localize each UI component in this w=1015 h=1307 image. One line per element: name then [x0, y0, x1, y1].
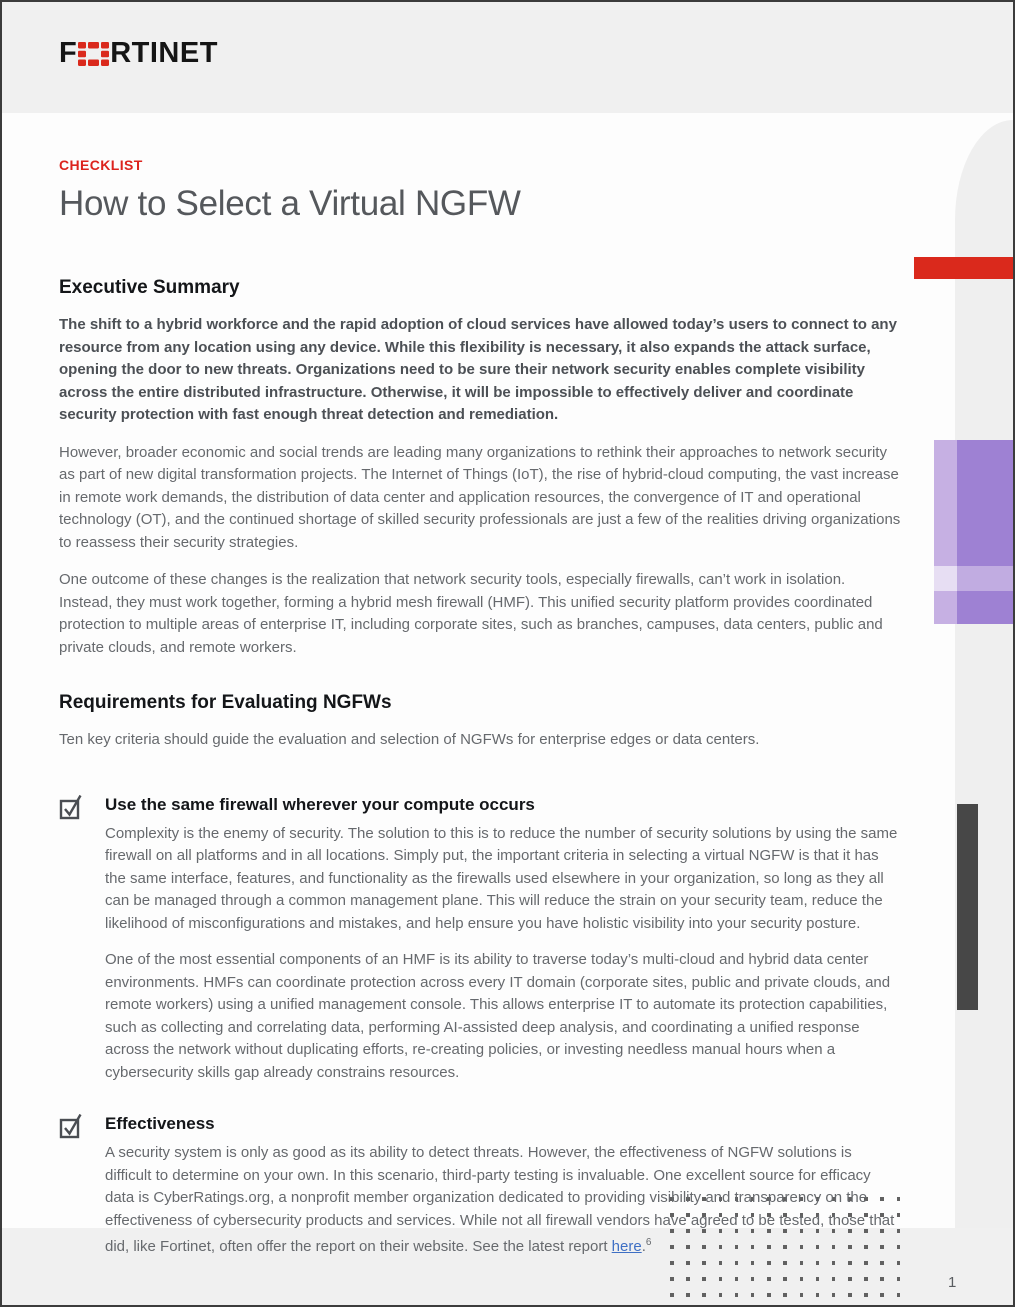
paragraph-text: A security system is only as good as its ability to detect threats. However, the effectiveness of NGFW solutions is difficult to determine on your own. In this scenario, third-party testing is invaluable. One excellent source for efficacy data is CyberRatings.org, a nonprofit member organization dedicated to providing visibility and transparency on the effectiveness of cybersecurity products and services. While not all firewall vendors have agreed to be tested, those that did, like Fortinet, often offer the report on their website. See the latest report — [105, 1144, 895, 1255]
decor-purple-block — [934, 566, 957, 591]
exec-summary-heading: Executive Summary — [59, 277, 240, 298]
checklist-item-title: Effectiveness — [105, 1114, 215, 1133]
checkbox-checked-icon — [59, 793, 83, 821]
decor-dark-bar — [957, 804, 978, 1010]
logo-text-prefix: F — [59, 37, 78, 69]
requirements-intro: Ten key criteria should guide the evaluation and selection of NGFWs for enterprise edges or data centers. — [59, 731, 760, 748]
checklist-item-body — [105, 792, 902, 1085]
checklist-item-effectiveness — [59, 1111, 902, 1259]
fortinet-logo — [59, 39, 218, 68]
document-content — [59, 113, 902, 1259]
paragraph-text: . — [641, 1238, 646, 1255]
checklist-item-body — [105, 1111, 902, 1259]
decor-purple-block — [957, 591, 1015, 624]
checkbox-checked-icon — [59, 1112, 83, 1140]
decor-purple-block — [957, 566, 1015, 591]
decor-purple-blocks — [934, 440, 1015, 624]
checklist-item-paragraph: One of the most essential components of an HMF is its ability to traverse today’s multi-cloud and hybrid data center environments. HMFs can coordinate protection across every IT domain (corporate sites, public and private clouds, and remote workers) using a unified management console. This allows enterprise IT to automate its protection capabilities, such as collecting and correlating data, performing AI-assisted deep analysis, and coordinating a unified response across the network without duplicating efforts, re-creating policies, or investing needless manual hours when a cybersecurity skills gap already constrains resources. — [105, 951, 891, 1081]
footnote-marker: 6 — [645, 1237, 652, 1248]
checklist-item-paragraph: Complexity is the enemy of security. The solution to this is to reduce the number of security solutions by using the same firewall on all platforms and in all locations. Simply put, the important criteria in selecting a virtual NGFW is that it has the same interface, features, and functionality as the firewalls used elsewhere in your organization, so long as they all can be managed through a common management plane. This will reduce the strain on your security team, reduce the likelihood of misconfigurations and mistakes, and help ensure you have holistic visibility into your security posture. — [105, 824, 898, 932]
decor-purple-block — [934, 591, 957, 624]
decor-purple-block — [957, 440, 1015, 566]
checklist-item-paragraph — [105, 1142, 902, 1259]
decor-purple-block — [934, 440, 957, 566]
checklist-item-title: Use the same firewall wherever your compute occurs — [105, 794, 535, 814]
page-number: 1 — [948, 1274, 957, 1291]
checklist-item-same-firewall — [59, 792, 902, 1085]
logo-text-suffix: RTINET — [110, 37, 218, 69]
decor-gray-column — [955, 120, 1013, 1305]
exec-summary-paragraph: One outcome of these changes is the realization that network security tools, especially firewalls, can’t work in isolation. Instead, they must work together, forming a hybrid mesh firewall (HMF). This unified security platform provides coordinated protection to multiple areas of enterprise IT, including corporate sites, such as branches, campuses, data centers, public and private clouds, and remote workers. — [59, 571, 883, 656]
exec-summary-lead-paragraph: The shift to a hybrid workforce and the rapid adoption of cloud services have allowed today’s users to connect to any resource from any location using any device. While this flexibility is necessary, it also expands the attack surface, opening the door to new threats. Organizations need to be sure their network security enables complete visibility across the entire distributed infrastructure. Otherwise, it will be impossible to effectively deliver and coordinate security protection with fast enough threat detection and remediation. — [59, 316, 897, 423]
fortinet-grid-icon — [78, 42, 109, 66]
doc-type-label: CHECKLIST — [59, 157, 143, 173]
decor-red-bar — [914, 257, 1015, 279]
page-title: How to Select a Virtual NGFW — [59, 184, 521, 223]
report-link[interactable]: here — [611, 1238, 642, 1255]
requirements-heading: Requirements for Evaluating NGFWs — [59, 692, 392, 713]
exec-summary-paragraph: However, broader economic and social trends are leading many organizations to rethink their approaches to network security as part of new digital transformation projects. The Internet of Things (IoT), the rise of hybrid-cloud computing, the vast increase in remote work demands, the distribution of data center and application resources, the convergence of IT and operational technology (OT), and the continued shortage of skilled security professionals are just a few of the realities driving organizations to reassess their security strategies. — [59, 443, 901, 551]
